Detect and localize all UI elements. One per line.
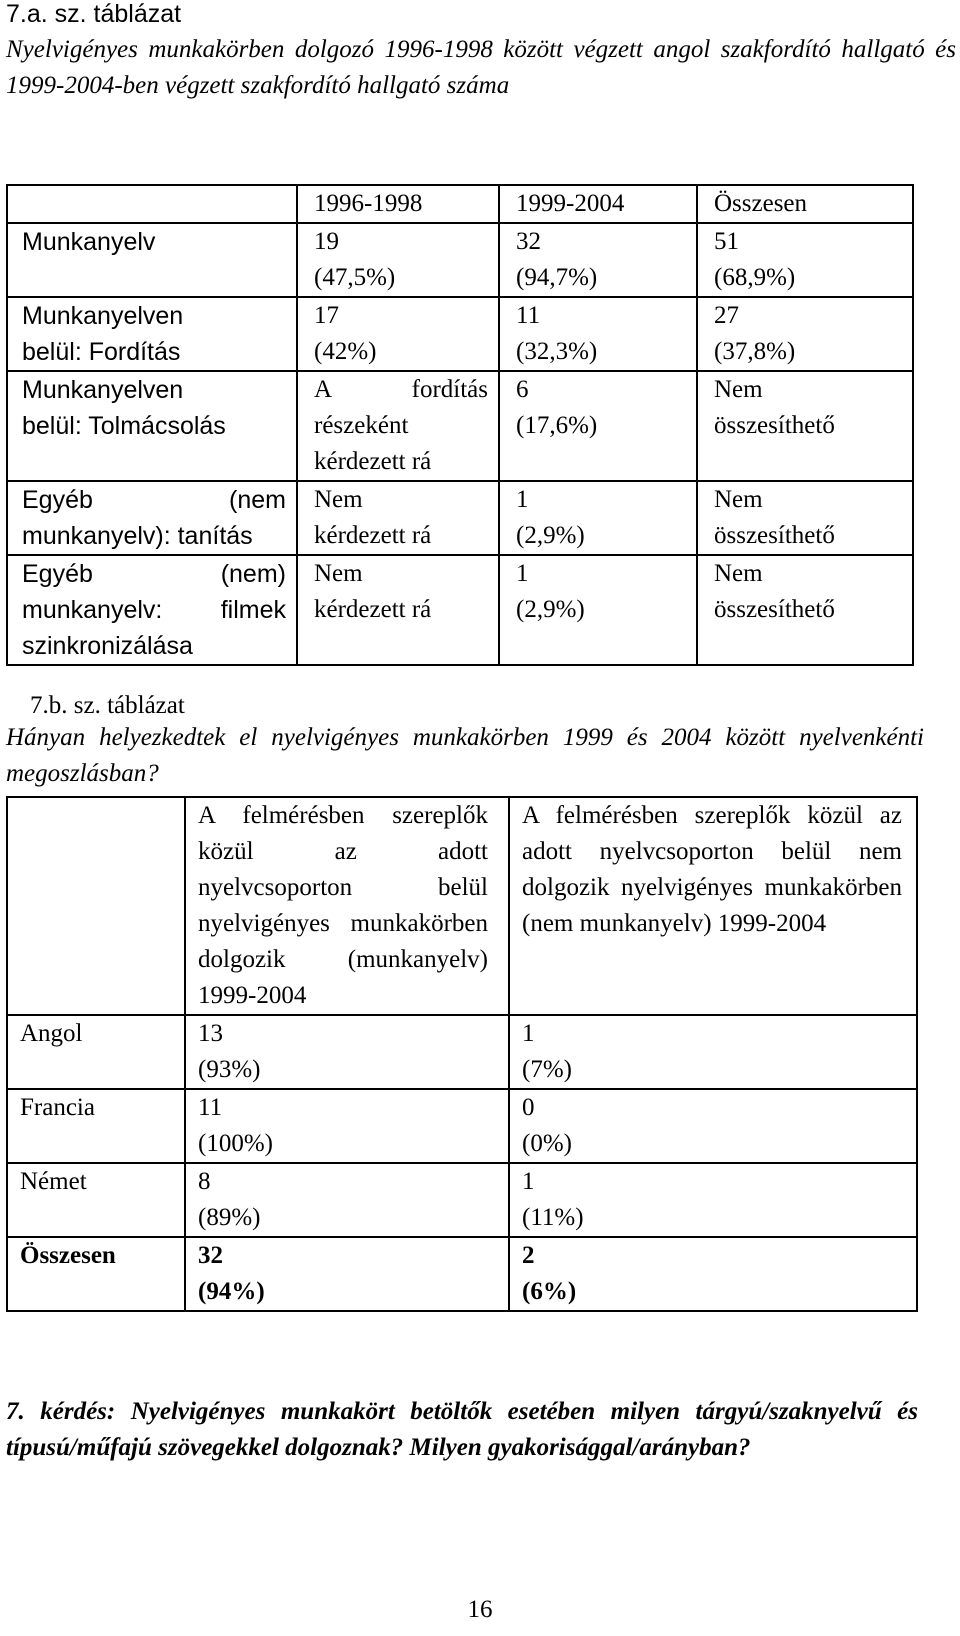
row-label: Francia: [7, 1089, 185, 1163]
table-a: [6, 184, 914, 666]
table-row: [7, 797, 917, 1015]
table-cell: Nem összesíthető: [697, 371, 913, 481]
table-row: [7, 371, 913, 481]
row-label: Összesen: [7, 1237, 185, 1311]
table-b: [6, 796, 918, 1312]
table-row: [7, 1163, 917, 1237]
table-header-cell: 1999-2004: [499, 185, 697, 223]
table-b-caption: 7.b. sz. táblázat: [30, 692, 185, 719]
table-header-cell: A felmérésben szereplők közül az adott nyelvcsoporton belül nem dolgozik nyelvigényes munkakörben (nem munkanyelv) 1999-2004: [509, 797, 917, 1015]
row-label: Német: [7, 1163, 185, 1237]
page-number: 16: [467, 1596, 493, 1623]
table-header-cell: 1996-1998: [297, 185, 499, 223]
table-header-cell: Összesen: [697, 185, 913, 223]
table-row: [7, 481, 913, 555]
table-cell: Nem kérdezett rá: [297, 481, 499, 555]
table-cell: 8 (89%): [185, 1163, 509, 1237]
row-label: Munkanyelven belül: Fordítás: [7, 297, 297, 371]
table-a-title: Nyelvigényes munkakörben dolgozó 1996-1998 között végzett angol szakfordító hallgató és 1999-2004-ben végzett szakfordító hallgató száma: [6, 36, 956, 99]
table-cell: A fordítás részeként kérdezett rá: [297, 371, 499, 481]
table-row: [7, 223, 913, 297]
table-cell: 6 (17,6%): [499, 371, 697, 481]
table-cell: Nem összesíthető: [697, 481, 913, 555]
table-cell: Nem összesíthető: [697, 555, 913, 665]
table-cell: 32 (94%): [185, 1237, 509, 1311]
table-cell: 51 (68,9%): [697, 223, 913, 297]
table-row: [7, 1237, 917, 1311]
table-cell: 27 (37,8%): [697, 297, 913, 371]
row-label: Munkanyelv: [7, 223, 297, 297]
table-cell: 2 (6%): [509, 1237, 917, 1311]
table-cell: 1 (2,9%): [499, 481, 697, 555]
table-cell: 1 (7%): [509, 1015, 917, 1089]
table-cell: 19 (47,5%): [297, 223, 499, 297]
table-cell: 1 (2,9%): [499, 555, 697, 665]
table-row: [7, 555, 913, 665]
table-header-cell: A felmérésben szereplők közül az adott nyelvcsoporton belül nyelvigényes munkakörben dolgozik (munkanyelv) 1999-2004: [185, 797, 509, 1015]
table-cell: 11 (32,3%): [499, 297, 697, 371]
table-cell: 0 (0%): [509, 1089, 917, 1163]
table-header-cell: [7, 185, 297, 223]
table-a-caption: 7.a. sz. táblázat: [6, 0, 182, 28]
row-label: Egyéb (nem munkanyelv): tanítás: [7, 481, 297, 555]
table-cell: Nem kérdezett rá: [297, 555, 499, 665]
table-header-cell: [7, 797, 185, 1015]
table-cell: 13 (93%): [185, 1015, 509, 1089]
table-row: [7, 1015, 917, 1089]
row-label: Angol: [7, 1015, 185, 1089]
table-cell: 1 (11%): [509, 1163, 917, 1237]
table-cell: 17 (42%): [297, 297, 499, 371]
table-b-title: Hányan helyezkedtek el nyelvigényes munkakörben 1999 és 2004 között nyelvenkénti megoszlásban?: [6, 724, 924, 787]
table-row: [7, 1089, 917, 1163]
table-cell: 11 (100%): [185, 1089, 509, 1163]
row-label: Munkanyelven belül: Tolmácsolás: [7, 371, 297, 481]
table-cell: 32 (94,7%): [499, 223, 697, 297]
row-label: Egyéb (nem) munkanyelv: filmek szinkronizálása: [7, 555, 297, 665]
question-heading: 7. kérdés: Nyelvigényes munkakört betöltők esetében milyen tárgyú/szaknyelvű és típusú/műfajú szövegekkel dolgoznak? Milyen gyakorisággal/arányban?: [6, 1398, 918, 1461]
table-row: [7, 185, 913, 223]
table-row: [7, 297, 913, 371]
